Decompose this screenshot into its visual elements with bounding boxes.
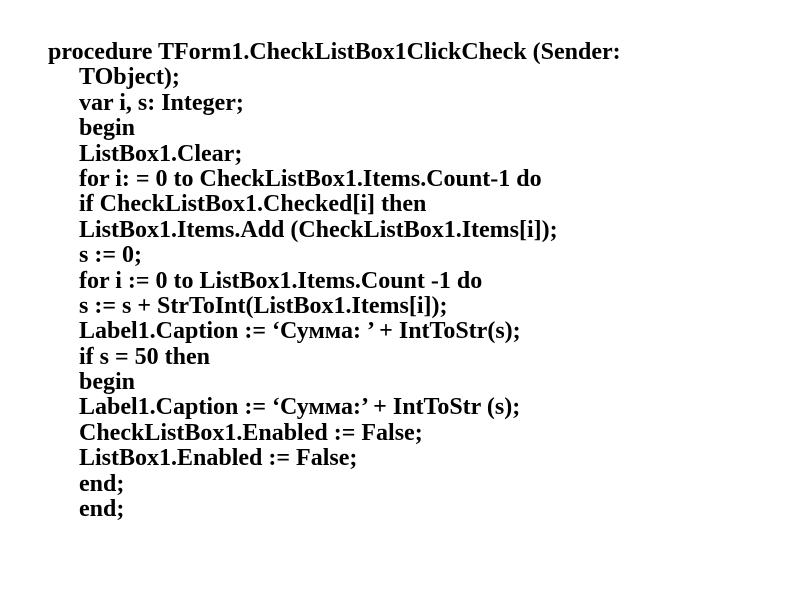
code-line: ListBox1.Enabled := False; — [79, 445, 358, 472]
code-line: var i, s: Integer; — [79, 89, 244, 116]
code-line: Label1.Caption := ‘Сумма: ’ + IntToStr(s); — [79, 318, 521, 345]
code-line: begin — [79, 115, 136, 142]
code-line: TObject); — [79, 64, 180, 91]
code-line: s := s + StrToInt(ListBox1.Items[i]); — [79, 292, 448, 319]
code-line: if CheckListBox1.Checked[i] then — [79, 191, 427, 218]
code-line: ListBox1.Items.Add (CheckListBox1.Items[i]); — [79, 216, 558, 243]
code-line: for i: = 0 to CheckListBox1.Items.Count-1 do — [79, 165, 542, 192]
code-line: for i := 0 to ListBox1.Items.Count -1 do — [79, 267, 483, 294]
code-line: begin — [79, 369, 136, 396]
code-block — [48, 40, 778, 522]
code-line: CheckListBox1.Enabled := False; — [79, 419, 423, 446]
code-line: s := 0; — [79, 242, 142, 269]
code-line: end; — [79, 470, 125, 497]
code-line: procedure TForm1.CheckListBox1ClickCheck (Sender: — [48, 39, 621, 65]
code-line: if s = 50 then — [79, 343, 211, 370]
code-line: ListBox1.Clear; — [79, 140, 243, 167]
code-line: end; — [79, 496, 125, 523]
code-line: Label1.Caption := ‘Сумма:’ + IntToStr (s); — [79, 394, 521, 421]
